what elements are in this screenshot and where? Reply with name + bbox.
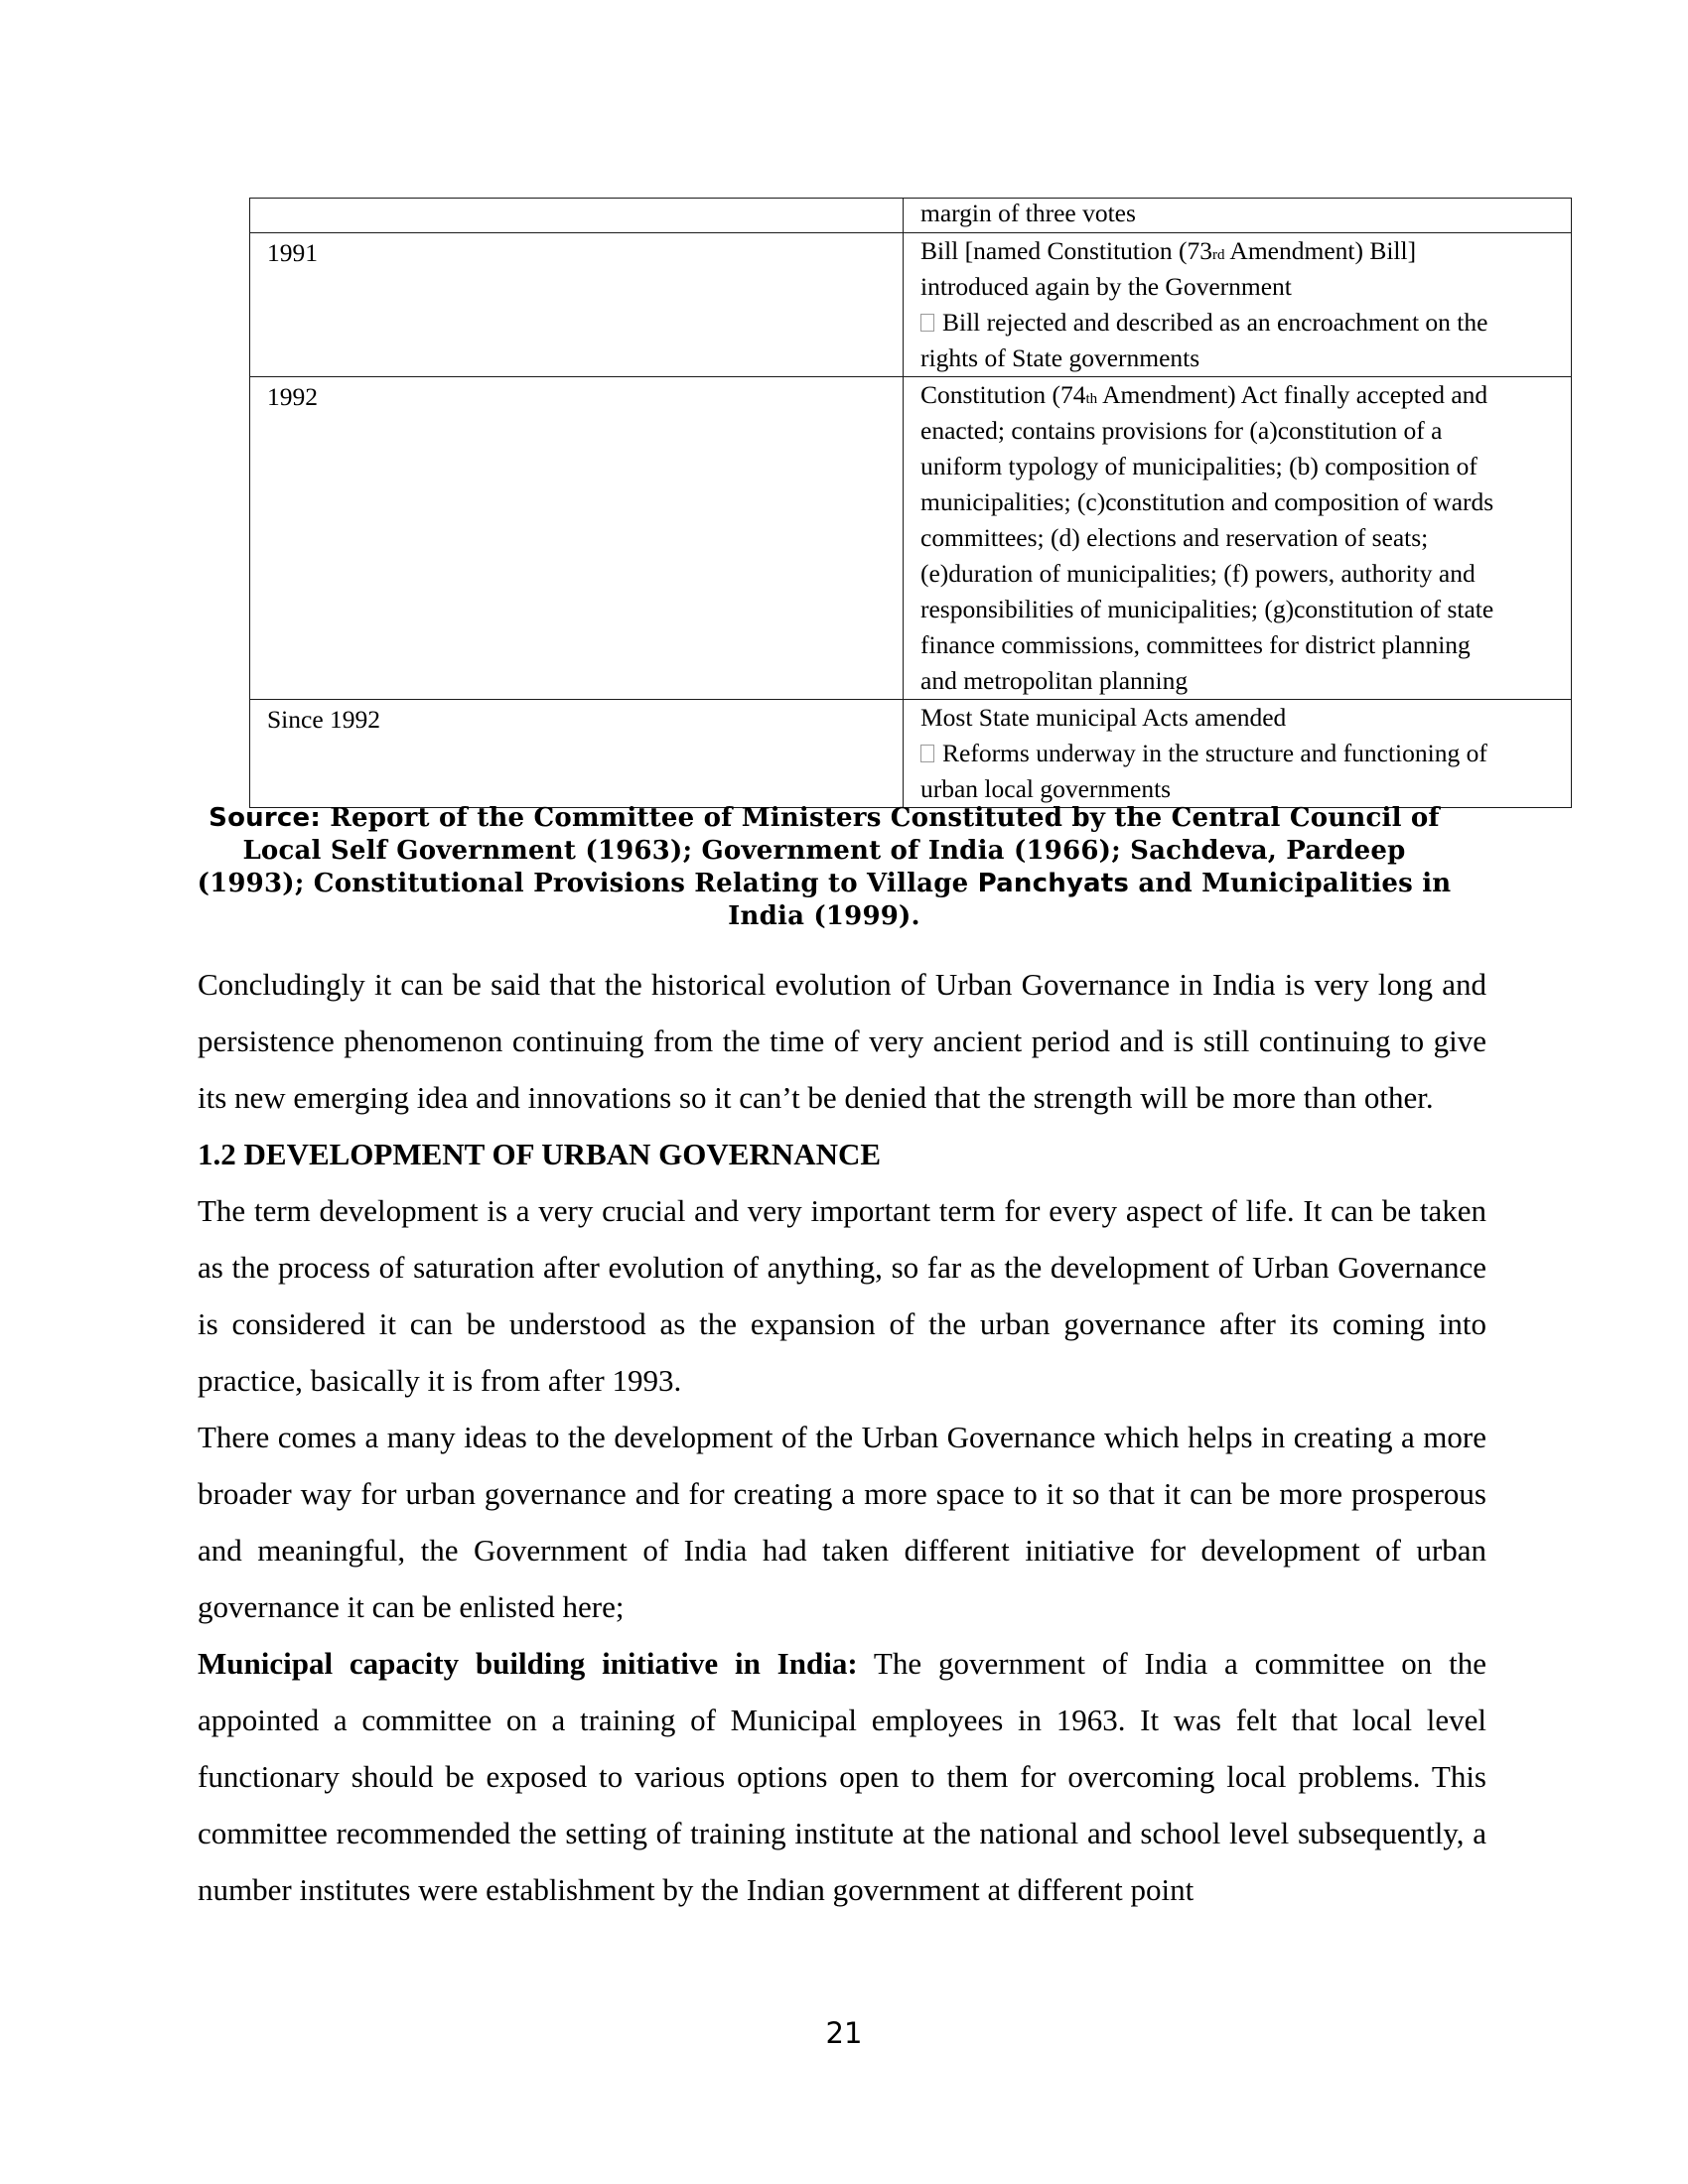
table-row <box>250 199 1572 233</box>
event-text: uniform typology of municipalities; (b) composition of <box>920 452 1477 480</box>
event-text: (e)duration of municipalities; (f) powers, authority and <box>920 559 1476 588</box>
event-text: municipalities; (c)constitution and composition of wards <box>920 487 1494 516</box>
event-text: enacted; contains provisions for (a)constitution of a <box>920 416 1443 445</box>
event-text: rights of State governments <box>920 343 1200 372</box>
missing-glyph-bullet-icon <box>920 745 934 762</box>
missing-glyph-bullet-icon <box>920 314 934 332</box>
event-cell <box>904 377 1572 700</box>
event-bullet-text: Reforms underway in the structure and functioning of <box>920 736 1563 771</box>
table-source-caption: Source: Report of the Committee of Ministers Constituted by the Central Council of Local Self Government (1963); Government of India (1966); Sachdeva, Pardeep (1993); Constitutional Provisions Relating to Village Panchyats and Municipalities in India (1999). <box>197 803 1452 931</box>
body-text <box>198 956 1486 1918</box>
table-row <box>250 377 1572 700</box>
paragraph: There comes a many ideas to the development of the Urban Governance which helps in creating a more broader way for urban governance and for creating a more space to it so that it can be more prosperous and meaningful, the Government of India had taken different initiative for development of urban governance it can be enlisted here; <box>198 1420 1486 1624</box>
event-cell <box>904 700 1572 808</box>
event-text: urban local governments <box>920 774 1172 803</box>
paragraph: The term development is a very crucial and very important term for every aspect of life. It can be taken as the process of saturation after evolution of anything, so far as the development of Urban Governance is considered it can be understood as the expansion of the urban governance after its coming into practice, basically it is from after 1993. <box>198 1193 1486 1398</box>
event-text: responsibilities of municipalities; (g)constitution of state <box>920 595 1494 623</box>
event-bullet-text: Bill rejected and described as an encroachment on the <box>920 305 1563 341</box>
year-cell: 1991 <box>250 233 904 377</box>
ordinal-suffix: rd <box>1211 247 1225 263</box>
year-cell <box>250 199 904 233</box>
event-text: committees; (d) elections and reservation of seats; <box>920 523 1429 552</box>
event-cell <box>904 233 1572 377</box>
source-label: Source: <box>209 803 321 833</box>
event-text: introduced again by the Government <box>920 272 1292 301</box>
paragraph: Concludingly it can be said that the historical evolution of Urban Governance in India is very long and persistence phenomenon continuing from the time of very ancient period and is still continuing to give its new emerging idea and innovations so it can’t be denied that the strength will be more than other. <box>198 967 1486 1115</box>
table-row <box>250 233 1572 377</box>
event-text: margin of three votes <box>920 199 1136 227</box>
page-number: 21 <box>825 2016 863 2050</box>
event-text: Most State municipal Acts amended <box>920 703 1287 732</box>
section-heading: 1.2 DEVELOPMENT OF URBAN GOVERNANCE <box>198 1137 882 1171</box>
event-text: Constitution (74th Amendment) Act finally accepted and <box>920 380 1488 409</box>
ordinal-suffix: th <box>1085 391 1098 407</box>
event-text: finance commissions, committees for district planning <box>920 630 1471 659</box>
urban-governance-timeline-table <box>249 198 1572 808</box>
event-text: Bill [named Constitution (73rd Amendment) Bill] <box>920 236 1417 265</box>
inline-subheading: Municipal capacity building initiative in India: <box>198 1646 858 1681</box>
event-text: and metropolitan planning <box>920 666 1189 695</box>
paragraph: Municipal capacity building initiative in India: The government of India a committee on the appointed a committee on a training of Municipal employees in 1963. It was felt that local level functionary should be exposed to various options open to them for overcoming local problems. This committee recommended the setting of training institute at the national and school level subsequently, a number institutes were establishment by the Indian government at different point <box>198 1646 1486 1907</box>
year-cell: 1992 <box>250 377 904 700</box>
year-cell: Since 1992 <box>250 700 904 808</box>
table-row <box>250 700 1572 808</box>
event-cell <box>904 199 1572 233</box>
